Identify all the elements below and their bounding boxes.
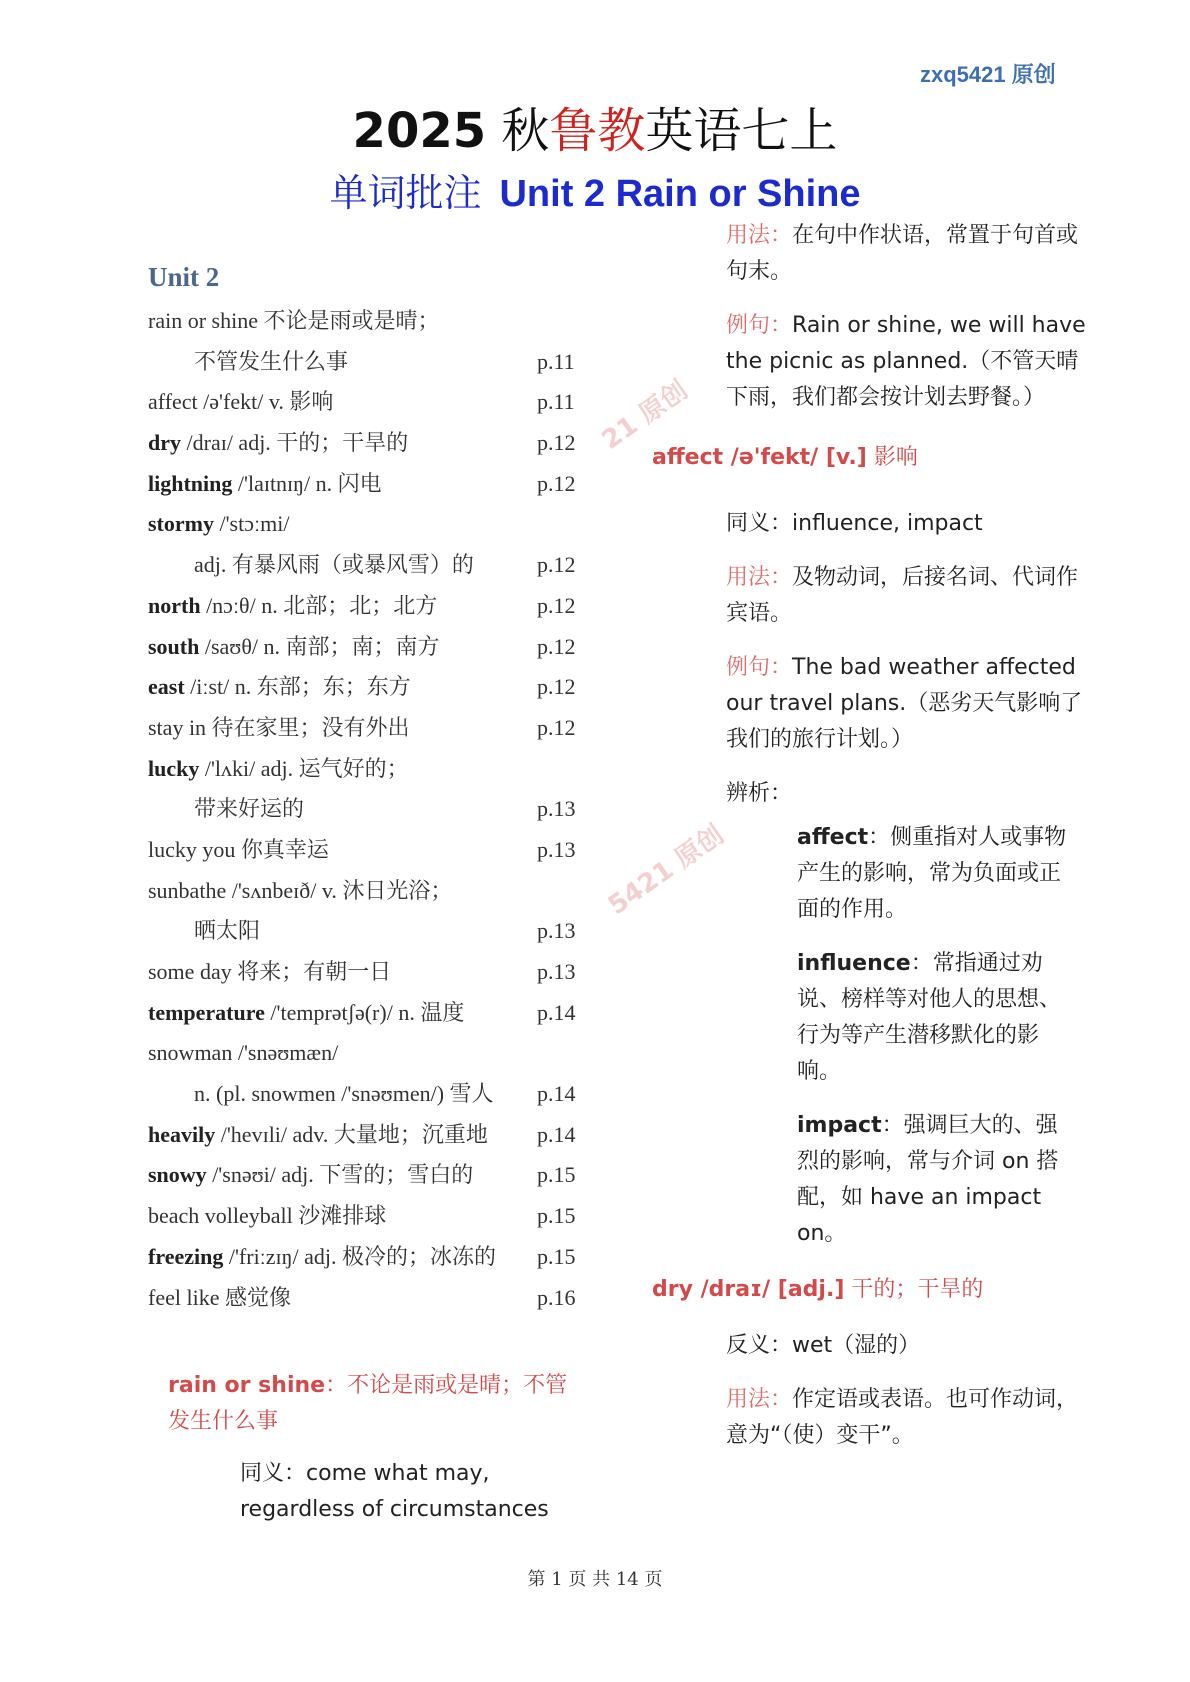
page-ref: p.11 [537, 389, 575, 415]
word-entry [148, 430, 408, 455]
note-heading-dry [652, 1272, 983, 1303]
word-entry [148, 308, 439, 333]
usage-text: 在句中作状语，常置于句首或句末。 [726, 223, 1079, 284]
word-list-row [148, 545, 588, 586]
synonym-paragraph [726, 506, 1086, 542]
page-ref: p.11 [537, 348, 575, 374]
headword: lightning [148, 470, 233, 496]
word-entry [148, 796, 304, 821]
word-entry [148, 1081, 494, 1106]
example-text: Rain or shine, we will have the picnic as planned.（不管天晴下雨，我们都会按计划去野餐。） [726, 313, 1086, 410]
word-definition: rain or shine 不论是雨或是晴； [148, 308, 440, 333]
word-definition: /'temprətʃə(r)/ n. 温度 [264, 999, 465, 1025]
right-notes [726, 218, 1086, 830]
word-list-rows [148, 301, 588, 1318]
page-ref: p.16 [537, 1284, 576, 1310]
word-definition: lucky you 你真幸运 [148, 836, 329, 862]
word-entry [148, 1285, 291, 1310]
note-heading-rain-or-shine [168, 1368, 588, 1440]
word-list-row [148, 749, 588, 790]
word-definition: /draɪ/ adj. 干的；干旱的 [181, 430, 409, 456]
word-list-row [148, 871, 588, 912]
word-list-row [148, 1196, 588, 1237]
usage-text: 及物动词，后接名词、代词作宾语。 [726, 565, 1079, 626]
analysis-item [797, 1108, 1077, 1252]
usage-label: 用法： [726, 565, 793, 590]
analysis-word: impact [797, 1113, 882, 1138]
word-definition: /'hevɪli/ adv. 大量地；沉重地 [215, 1121, 488, 1147]
title-pre: 秋 [486, 103, 550, 159]
synonym-paragraph [240, 1456, 575, 1528]
word-list-row [148, 993, 588, 1034]
word-entry [148, 511, 289, 536]
word-entry [148, 1122, 488, 1147]
example-label: 例句： [726, 313, 793, 338]
word-entry [148, 756, 409, 781]
headword: freezing [148, 1243, 224, 1269]
word-list-row [148, 1237, 588, 1278]
page-ref: p.13 [537, 918, 576, 944]
page-ref: p.15 [537, 1243, 576, 1269]
antonym-label: 反义： [726, 1333, 793, 1358]
word-definition: snowman /'snəʊmæn/ [148, 1040, 339, 1066]
word-definition: n. (pl. snowmen /'snəʊmen/) 雪人 [194, 1081, 494, 1107]
word-list-row [148, 667, 588, 708]
watermark: zxq5421 原创 [920, 62, 1056, 87]
page-footer: 第 1 页 共 14 页 [527, 1569, 663, 1590]
word-definition: /'friːzɪŋ/ adj. 极冷的；冰冻的 [223, 1243, 497, 1269]
word-definition: /saʊθ/ n. 南部；南；南方 [199, 633, 440, 659]
analysis-word: affect [797, 825, 869, 850]
example-text: The bad weather affected our travel plans.（恶劣天气影响了我们的旅行计划。） [726, 655, 1083, 752]
page-title [0, 92, 1190, 161]
headword: north [148, 592, 201, 618]
word-list-row [148, 627, 588, 668]
word-list-row [148, 911, 588, 952]
headword: east [148, 674, 185, 700]
analysis-label: 辨析： [726, 781, 793, 806]
word-definition: 不管发生什么事 [194, 348, 349, 374]
page-subtitle [0, 162, 1190, 217]
usage-paragraph [726, 1382, 1086, 1454]
word-list-row [148, 1033, 588, 1074]
note-heading-word: affect /ə'fekt/ [v.] [652, 445, 867, 470]
word-definition: /'lʌki/ adj. 运气好的； [199, 755, 409, 781]
example-label: 例句： [726, 655, 793, 680]
word-list-row [148, 789, 588, 830]
example-paragraph [726, 650, 1086, 758]
page-ref: p.13 [537, 796, 576, 822]
word-definition: beach volleyball 沙滩排球 [148, 1203, 387, 1229]
word-definition: /iːst/ n. 东部；东；东方 [184, 674, 411, 700]
word-list-row [148, 301, 588, 342]
word-definition: /'laɪtnɪŋ/ n. 闪电 [232, 470, 382, 496]
title-year: 2025 [352, 103, 487, 159]
word-list-row [148, 708, 588, 749]
word-entry [148, 1244, 496, 1269]
word-list-row [148, 1155, 588, 1196]
word-list-row [148, 342, 588, 383]
analysis-list [797, 820, 1077, 1270]
word-entry [148, 959, 391, 984]
headword: snowy [148, 1162, 207, 1188]
word-entry [148, 1162, 473, 1187]
antonym-text: wet（湿的） [792, 1333, 921, 1358]
analysis-text: ：侧重指对人或事物产生的影响，常为负面或正面的作用。 [797, 825, 1067, 922]
word-entry [148, 674, 411, 699]
synonym-text: influence, impact [792, 511, 983, 536]
analysis-text: ：强调巨大的、强烈的影响，常与介词 on 搭配，如 have an impact on。 [797, 1113, 1059, 1246]
synonym-text: come what may, regardless of circumstances [240, 1461, 549, 1522]
example-paragraph [726, 308, 1086, 416]
word-definition: /'stɔːmi/ [213, 511, 290, 537]
page-ref: p.12 [537, 592, 576, 618]
note-heading-word: dry /draɪ/ [adj.] [652, 1277, 845, 1302]
word-entry [148, 837, 329, 862]
note-heading-affect [652, 440, 918, 471]
word-entry [148, 593, 437, 618]
page-ref: p.12 [537, 470, 576, 496]
word-entry [148, 715, 410, 740]
subtitle-cn: 单词批注 [329, 171, 482, 215]
word-entry [148, 389, 333, 414]
title-publisher: 鲁教 [549, 103, 646, 159]
word-entry [148, 1040, 338, 1065]
antonym-paragraph [726, 1328, 1086, 1364]
word-list-row [148, 586, 588, 627]
page-ref: p.12 [537, 714, 576, 740]
synonym-label: 同义： [726, 511, 793, 536]
analysis-item [797, 820, 1077, 928]
word-definition: affect /ə'fekt/ v. 影响 [148, 389, 334, 415]
word-list-row [148, 504, 588, 545]
word-entry [148, 634, 440, 659]
word-entry [148, 471, 382, 496]
word-definition: stay in 待在家里；没有外出 [148, 714, 410, 740]
dry-notes [726, 1328, 1086, 1472]
headword: stormy [148, 511, 214, 537]
page-ref: p.13 [537, 959, 576, 984]
headword: temperature [148, 999, 265, 1025]
word-definition: 晒太阳 [194, 918, 261, 944]
usage-paragraph [726, 218, 1086, 290]
page-ref: p.14 [537, 999, 576, 1025]
word-list [148, 262, 588, 1318]
word-definition: 带来好运的 [194, 796, 305, 822]
word-list-row [148, 464, 588, 505]
note-heading-meaning: 影响 [866, 445, 918, 470]
left-notes [240, 1456, 575, 1546]
stamp-watermark: 5421 原创 [602, 819, 730, 922]
analysis-item [797, 946, 1077, 1090]
word-list-row [148, 1074, 588, 1115]
title-post: 英语七上 [645, 103, 838, 159]
word-definition: /'snəʊi/ adj. 下雪的；雪白的 [206, 1162, 474, 1188]
usage-paragraph [726, 560, 1086, 632]
word-list-row [148, 382, 588, 423]
word-list-row [148, 423, 588, 464]
word-definition: adj. 有暴风雨（或暴风雪）的 [194, 552, 474, 578]
headword: heavily [148, 1121, 216, 1147]
word-entry [148, 552, 474, 577]
stamp-watermark: 21 原创 [596, 375, 694, 456]
page-ref: p.15 [537, 1203, 576, 1229]
page-ref: p.12 [537, 633, 576, 659]
word-definition: feel like 感觉像 [148, 1284, 291, 1310]
note-heading-word: rain or shine [168, 1373, 326, 1398]
headword: south [148, 633, 200, 659]
page-ref: p.12 [537, 674, 576, 700]
unit-heading: Unit 2 [148, 262, 220, 292]
subtitle-unit: Unit 2 Rain or Shine [499, 173, 861, 215]
usage-text: 作定语或表语。也可作动词，意为“（使）变干”。 [726, 1387, 1079, 1448]
usage-label: 用法： [726, 223, 793, 248]
word-entry [148, 349, 348, 374]
usage-label: 用法： [726, 1387, 793, 1412]
note-heading-meaning: ：不论是雨或是晴；不管发生什么事 [168, 1373, 568, 1434]
word-list-row [148, 952, 588, 993]
word-entry [148, 878, 452, 903]
note-heading-meaning: 干的；干旱的 [844, 1277, 984, 1302]
headword: dry [148, 430, 181, 456]
analysis-text: ：常指通过劝说、榜样等对他人的思想、行为等产生潜移默化的影响。 [797, 951, 1062, 1084]
word-entry [148, 1203, 386, 1228]
page-ref: p.14 [537, 1121, 576, 1147]
word-definition: sunbathe /'sʌnbeɪð/ v. 沐日光浴； [148, 877, 453, 903]
word-definition: /nɔːθ/ n. 北部；北；北方 [200, 592, 438, 618]
word-list-row [148, 1278, 588, 1319]
word-entry [148, 1000, 464, 1025]
word-entry [148, 918, 260, 943]
word-definition: some day 将来；有朝一日 [148, 959, 392, 984]
synonym-label: 同义： [240, 1461, 307, 1486]
word-list-row [148, 1115, 588, 1156]
page-ref: p.15 [537, 1162, 576, 1188]
analysis-word: influence [797, 951, 911, 976]
page-ref: p.14 [537, 1081, 576, 1107]
word-list-row [148, 830, 588, 871]
page-ref: p.12 [537, 430, 576, 456]
page-ref: p.12 [537, 552, 576, 578]
page-ref: p.13 [537, 836, 576, 862]
headword: lucky [148, 755, 200, 781]
